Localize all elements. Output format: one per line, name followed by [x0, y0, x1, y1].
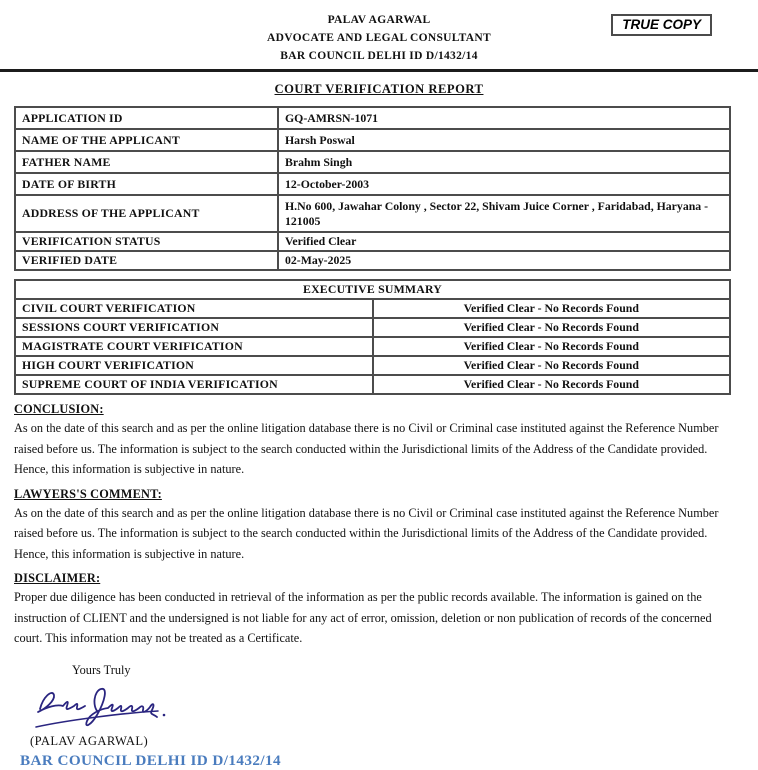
closing-salutation: Yours Truly: [72, 662, 131, 677]
row-label: SUPREME COURT OF INDIA VERIFICATION: [15, 375, 373, 394]
row-label: APPLICATION ID: [15, 107, 278, 129]
row-value: Harsh Poswal: [278, 129, 730, 151]
row-value: Verified Clear - No Records Found: [373, 337, 731, 356]
row-label: ADDRESS OF THE APPLICANT: [15, 195, 278, 232]
table-row: [15, 375, 730, 394]
table-row: [15, 151, 730, 173]
section-heading: DISCLAIMER:: [14, 571, 101, 585]
row-label: NAME OF THE APPLICANT: [15, 129, 278, 151]
signatory-name: (PALAV AGARWAL): [30, 733, 149, 748]
row-value: Verified Clear - No Records Found: [373, 375, 731, 394]
row-value: GQ-AMRSN-1071: [278, 107, 730, 129]
row-value: Verified Clear - No Records Found: [373, 356, 731, 375]
letterhead-role: ADVOCATE AND LEGAL CONSULTANT: [267, 32, 491, 44]
table-row: [15, 195, 730, 232]
executive-summary-table: [14, 279, 731, 395]
row-value: Brahm Singh: [278, 151, 730, 173]
row-value: Verified Clear - No Records Found: [373, 318, 731, 337]
row-value: Verified Clear - No Records Found: [373, 299, 731, 318]
section-body: As on the date of this search and as per the online litigation database there is no Civil or Criminal case instituted against the Reference Number raised before us. The information is subject to the search conducted within the Jurisdictional limits of the Address of the Candidate provided. Hence, this information is subjective in nature.: [14, 421, 719, 476]
section-heading: LAWYERS'S COMMENT:: [14, 486, 162, 501]
section-disclaimer: [14, 571, 740, 649]
row-value: Verified Clear: [278, 232, 730, 251]
table-row: [15, 251, 730, 270]
row-label: DATE OF BIRTH: [15, 173, 278, 195]
true-copy-stamp: TRUE COPY: [611, 14, 712, 36]
section-body: As on the date of this search and as per the online litigation database there is no Civil or Criminal case instituted against the Reference Number raised before us. The information is subject to the search conducted within the Jurisdictional limits of the Address of the Candidate provided. Hence, this information is subjective in nature.: [14, 505, 719, 561]
executive-summary-title: EXECUTIVE SUMMARY: [15, 280, 730, 299]
applicant-table: [14, 106, 731, 271]
letterhead-name: PALAV AGARWAL: [327, 14, 431, 26]
letterhead-bar-id: BAR COUNCIL DELHI ID D/1432/14: [280, 50, 478, 62]
row-value: 02-May-2025: [278, 251, 730, 270]
section-conclusion: [14, 402, 740, 480]
table-row: [15, 280, 730, 299]
row-label: MAGISTRATE COURT VERIFICATION: [15, 337, 373, 356]
report-sections: [14, 402, 740, 649]
section-body: Proper due diligence has been conducted in retrieval of the information as per the public records available. The information is gained on the instruction of CLIENT and the undersigned is not liable for any act of error, omission, deletion or non publication of records of the concerned court. This information may not be treated as a Certificate.: [14, 590, 712, 645]
bar-council-id-line: BAR COUNCIL DELHI ID D/1432/14: [20, 751, 281, 769]
divider-rule: [0, 69, 758, 72]
row-label: HIGH COURT VERIFICATION: [15, 356, 373, 375]
row-label: VERIFICATION STATUS: [15, 232, 278, 251]
section-lawyers-comment: [14, 487, 740, 565]
report-title: COURT VERIFICATION REPORT: [274, 82, 484, 96]
table-row: [15, 299, 730, 318]
signature-image: [28, 682, 758, 734]
table-row: [15, 318, 730, 337]
row-label: SESSIONS COURT VERIFICATION: [15, 318, 373, 337]
row-label: CIVIL COURT VERIFICATION: [15, 299, 373, 318]
table-row: [15, 337, 730, 356]
row-value: H.No 600, Jawahar Colony , Sector 22, Shivam Juice Corner , Faridabad, Haryana - 121005: [278, 195, 730, 232]
row-label: FATHER NAME: [15, 151, 278, 173]
section-heading: CONCLUSION:: [14, 402, 104, 416]
table-row: [15, 232, 730, 251]
row-label: VERIFIED DATE: [15, 251, 278, 270]
row-value: 12-October-2003: [278, 173, 730, 195]
table-row: [15, 107, 730, 129]
table-row: [15, 129, 730, 151]
handwritten-signature-icon: [28, 682, 178, 734]
table-row: [15, 173, 730, 195]
table-row: [15, 356, 730, 375]
